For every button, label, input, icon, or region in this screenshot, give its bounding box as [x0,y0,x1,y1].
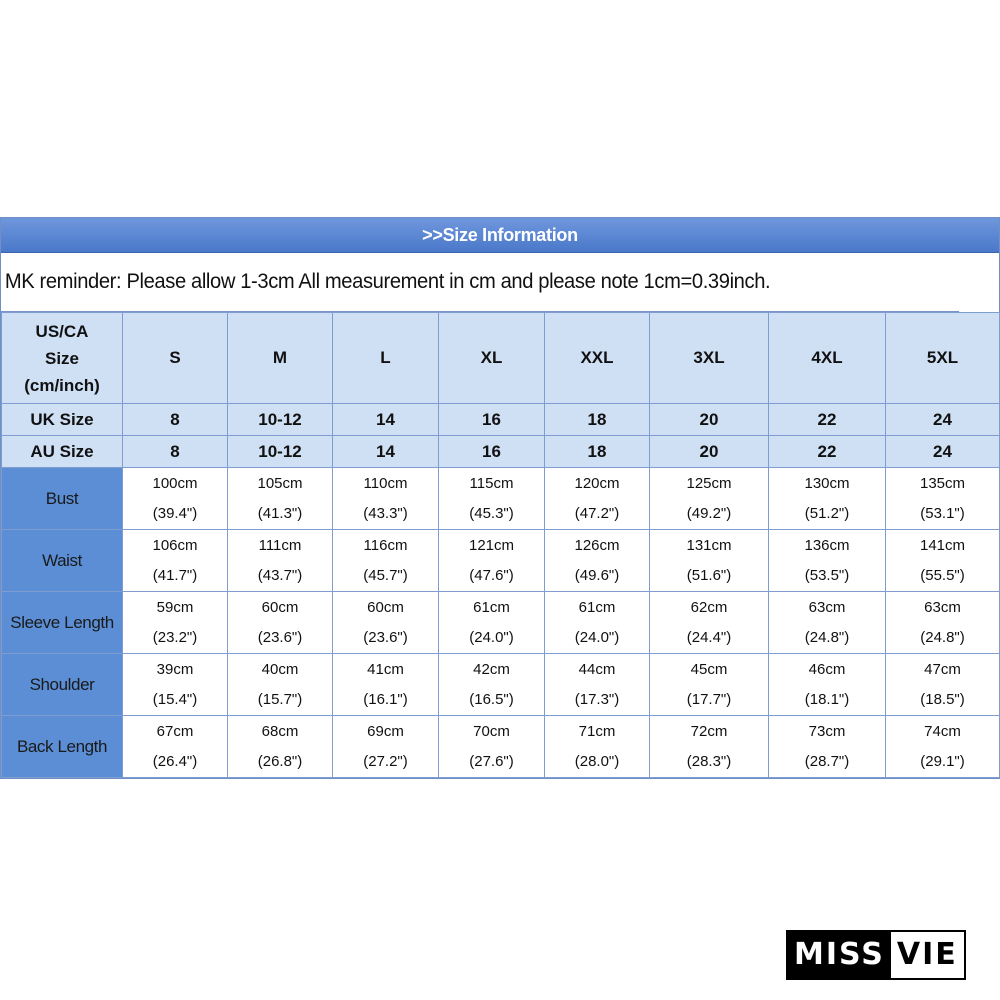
measurement-cell [439,716,545,778]
measurement-inch: (17.3") [574,690,620,708]
measurement-cell [769,468,886,530]
measurement-cell [545,530,650,592]
uk-size-cell: 24 [886,404,1000,436]
measurement-row [2,592,1000,654]
measurement-cell [228,654,333,716]
measurement-cm: 116cm [363,536,408,554]
brand-logo [786,930,966,980]
measurement-cell [439,468,545,530]
au-size-cell: 18 [545,436,650,468]
measurement-inch: (28.0") [574,752,620,770]
measurement-cell [439,530,545,592]
measurement-inch: (29.1") [920,752,965,770]
measurement-inch: (28.3") [686,752,732,770]
uk-size-cell: 20 [650,404,769,436]
measurement-cm: 135cm [919,474,966,492]
measurement-cell [886,530,1000,592]
measurement-inch: (24.4") [686,628,732,646]
brand-logo-right: VIE [891,932,964,978]
measurement-cm: 105cm [257,474,303,492]
uk-size-cell: 22 [769,404,886,436]
measurement-cm: 126cm [574,536,620,554]
uk-size-label: UK Size [2,404,123,436]
measurement-inch: (47.2") [574,504,620,522]
measurement-cell [886,468,1000,530]
uk-size-cell: 10-12 [228,404,333,436]
measurement-label: Shoulder [2,654,123,716]
measurement-cell [333,654,439,716]
measurement-inch: (24.0") [469,628,514,646]
uk-size-row [2,404,1000,436]
measurement-cm: 141cm [919,536,966,554]
measurement-inch: (26.8") [257,752,303,770]
measurement-inch: (27.6") [469,752,514,770]
measurement-cm: 39cm [156,660,194,678]
au-size-cell: 14 [333,436,439,468]
measurement-cm: 61cm [473,598,510,616]
measurement-cm: 45cm [690,660,728,678]
measurement-cell [123,716,228,778]
size-header-label [2,313,123,404]
measurement-inch: (43.3") [363,504,408,522]
measurement-cell [650,530,769,592]
measurement-cell [333,592,439,654]
measurement-cm: 131cm [686,536,732,554]
size-header-label-line: Size [44,348,80,368]
measurement-inch: (17.7") [686,690,732,708]
measurement-label: Bust [2,468,123,530]
measurement-inch: (43.7") [257,566,303,584]
measurement-cm: 63cm [808,598,846,616]
size-header-row [2,313,1000,404]
measurement-cell [886,654,1000,716]
measurement-cm: 121cm [468,536,515,554]
size-chart [0,217,1000,779]
measurement-cm: 136cm [804,536,850,554]
measurement-reminder: MK reminder: Please allow 1-3cm All measurement in cm and please note 1cm=0.39inch. [1,253,959,312]
measurement-inch: (24.8") [920,628,965,646]
measurement-cm: 74cm [924,722,961,740]
uk-size-cell: 16 [439,404,545,436]
measurement-cm: 61cm [578,598,616,616]
au-size-cell: 20 [650,436,769,468]
measurement-cell [769,592,886,654]
measurement-cm: 62cm [690,598,728,616]
au-size-label: AU Size [2,436,123,468]
size-header-cell: XL [439,313,545,404]
measurement-inch: (45.7") [363,566,408,584]
size-header-cell: XXL [545,313,650,404]
measurement-inch: (24.0") [574,628,620,646]
measurement-row [2,468,1000,530]
size-header-cell: S [123,313,228,404]
size-header-cell: L [333,313,439,404]
measurement-cm: 110cm [363,474,408,492]
measurement-cell [228,468,333,530]
measurement-inch: (28.7") [804,752,850,770]
measurement-cm: 115cm [469,474,514,492]
measurement-cm: 100cm [152,474,198,492]
measurement-cm: 68cm [261,722,299,740]
measurement-inch: (39.4") [152,504,198,522]
measurement-cm: 73cm [808,722,846,740]
measurement-label: Sleeve Length [2,592,123,654]
measurement-inch: (47.6") [469,566,514,584]
measurement-cm: 130cm [804,474,850,492]
measurement-cm: 59cm [156,598,194,616]
measurement-cm: 71cm [578,722,616,740]
measurement-row [2,530,1000,592]
measurement-cm: 41cm [367,660,404,678]
measurement-cm: 60cm [261,598,299,616]
measurement-inch: (24.8") [804,628,850,646]
au-size-cell: 8 [123,436,228,468]
measurement-row [2,654,1000,716]
au-size-cell: 22 [769,436,886,468]
measurement-cell [333,468,439,530]
measurement-cell [769,654,886,716]
measurement-cell [769,530,886,592]
measurement-cell [545,716,650,778]
measurement-inch: (15.4") [152,690,198,708]
measurement-cm: 63cm [924,598,961,616]
measurement-inch: (49.6") [574,566,620,584]
measurement-cm: 106cm [152,536,198,554]
measurement-cell [886,716,1000,778]
measurement-cm: 72cm [690,722,728,740]
measurement-cm: 120cm [574,474,620,492]
measurement-inch: (55.5") [920,566,965,584]
measurement-inch: (51.2") [804,504,850,522]
measurement-cell [123,592,228,654]
measurement-inch: (27.2") [363,752,408,770]
measurement-cm: 47cm [924,660,961,678]
au-size-row [2,436,1000,468]
size-header-label-line: (cm/inch) [24,375,100,395]
measurement-cell [886,592,1000,654]
measurement-inch: (26.4") [152,752,198,770]
measurement-cm: 60cm [367,598,404,616]
measurement-label: Waist [2,530,123,592]
measurement-inch: (49.2") [686,504,732,522]
measurement-row [2,716,1000,778]
measurement-inch: (53.1") [920,504,965,522]
measurement-cell [650,592,769,654]
measurement-inch: (18.1") [804,690,850,708]
measurement-cm: 125cm [686,474,732,492]
measurement-cell [333,716,439,778]
au-size-cell: 16 [439,436,545,468]
measurement-cm: 44cm [578,660,616,678]
size-header-cell: M [228,313,333,404]
measurement-cell [545,654,650,716]
measurement-cm: 46cm [808,660,846,678]
measurement-inch: (51.6") [686,566,732,584]
au-size-cell: 24 [886,436,1000,468]
measurement-cell [545,468,650,530]
measurement-inch: (16.5") [469,690,514,708]
measurement-inch: (41.3") [257,504,303,522]
measurement-inch: (53.5") [804,566,850,584]
measurement-cell [228,716,333,778]
measurement-cell [123,654,228,716]
measurement-cell [650,468,769,530]
measurement-cell [123,530,228,592]
measurement-inch: (18.5") [920,690,965,708]
measurement-label: Back Length [2,716,123,778]
measurement-inch: (16.1") [363,690,408,708]
size-header-cell: 5XL [886,313,1000,404]
measurement-cell [439,654,545,716]
chart-title: >>Size Information [1,218,999,253]
measurement-cell [650,716,769,778]
measurement-cell [650,654,769,716]
measurement-inch: (23.6") [257,628,303,646]
measurement-cell [545,592,650,654]
measurement-cell [439,592,545,654]
brand-logo-left: MISS [788,932,891,978]
measurement-cm: 42cm [473,660,510,678]
measurement-cm: 40cm [261,660,299,678]
measurement-cell [228,592,333,654]
measurement-inch: (23.6") [363,628,408,646]
uk-size-cell: 8 [123,404,228,436]
size-table [1,312,1000,778]
measurement-cm: 67cm [156,722,194,740]
measurement-cell [123,468,228,530]
measurement-cm: 69cm [367,722,404,740]
measurement-inch: (15.7") [257,690,303,708]
uk-size-cell: 14 [333,404,439,436]
measurement-cell [769,716,886,778]
au-size-cell: 10-12 [228,436,333,468]
measurement-cell [228,530,333,592]
uk-size-cell: 18 [545,404,650,436]
measurement-cm: 111cm [258,536,302,554]
measurement-inch: (23.2") [152,628,198,646]
measurement-cm: 70cm [473,722,510,740]
measurement-inch: (41.7") [152,566,198,584]
size-header-cell: 4XL [769,313,886,404]
measurement-inch: (45.3") [469,504,514,522]
measurement-cell [333,530,439,592]
size-header-label-line: US/CA [35,321,89,341]
size-header-cell: 3XL [650,313,769,404]
